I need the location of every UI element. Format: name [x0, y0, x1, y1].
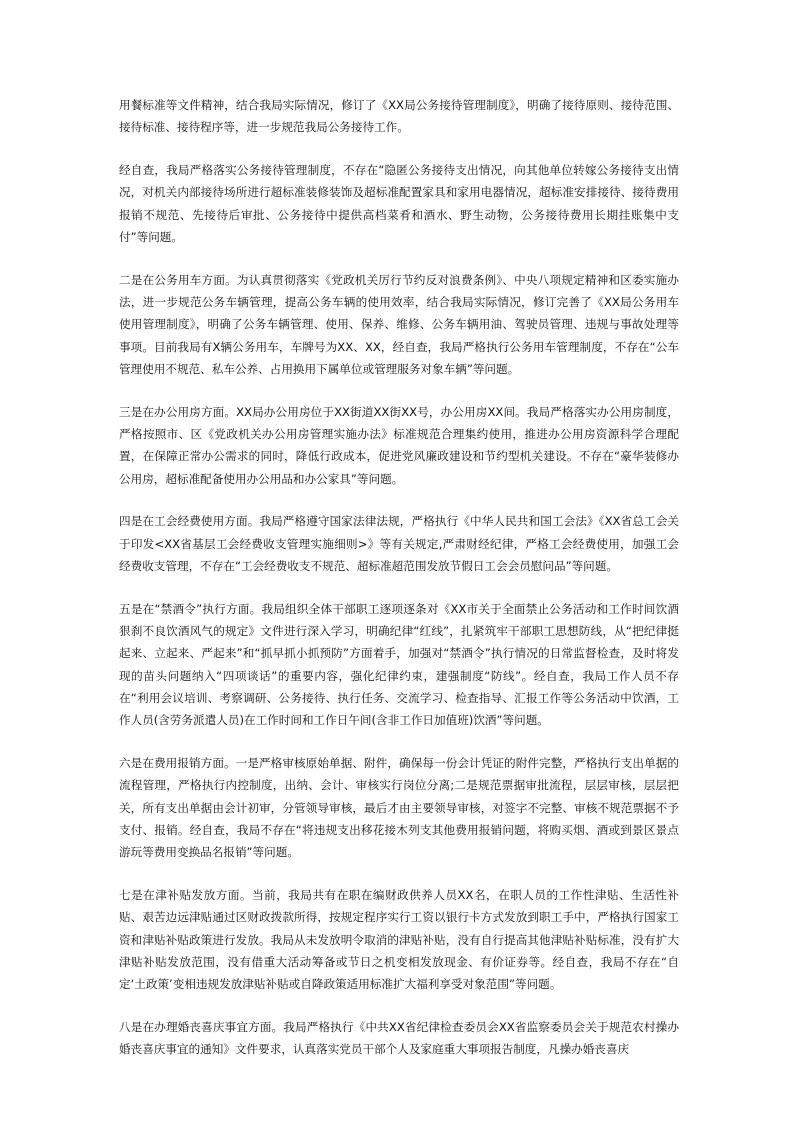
paragraph-allowances: 七是在津补贴发放方面。当前，我局共有在职在编财政供养人员XX名，在职人员的工作性津贴、生活性补贴、艰苦边远津贴通过区财政拨款所得，按规定程序实行工资以银行卡方式发放到职工手中，严格执行国家工资和津贴补贴政策进行发放。我局从未发放明令取消的津贴补贴，没有自行提高其他津贴补贴标准，没有扩大津贴补贴发放范围，没有借重大活动筹备或节日之机变相发放现金、有价证券等。经自查，我局不存在“自定‘土政策’变相违规发放津贴补贴或自降政策适用标准扩大福利享受对象范围”等问题。	[119, 888, 679, 992]
document-body	[119, 94, 679, 1081]
paragraph-weddings-funerals: 八是在办理婚丧喜庆事宜方面。我局严格执行《中共XX省纪律检查委员会XX省监察委员会关于规范农村操办婚丧喜庆事宜的通知》文件要求，认真落实党员干部个人及家庭重大事项报告制度，凡操办婚丧喜庆	[119, 1020, 679, 1057]
paragraph-alcohol-ban: 五是在“禁酒令”执行方面。我局组织全体干部职工逐项逐条对《XX市关于全面禁止公务活动和工作时间饮酒狠刹不良饮酒风气的规定》文件进行深入学习，明确纪律“红线”，扎紧筑牢干部职工思想防线，从“把纪律挺起来、立起来、严起来”和“抓早抓小抓预防”方面着手，加强对“禁酒令”执行情况的日常监督检查，及时将发现的苗头问题纳入“四项谈话”的重要内容，强化纪律约束，建强制度“防线”。经自查，我局工作人员不存在“利用会议培训、考察调研、公务接待、执行任务、交流学习、检查指导、汇报工作等公务活动中饮酒，工作人员(含劳务派遣人员)在工作时间和工作日午间(含非工作日加值班)饮酒”等问题。	[119, 601, 679, 728]
paragraph-union-funds: 四是在工会经费使用方面。我局严格遵守国家法律法规，严格执行《中华人民共和国工会法》《XX省总工会关于印发<XX省基层工会经费收支管理实施细则>》等有关规定,严肃财经纪律，严格工会经费使用，加强工会经费收支管理，不存在“工会经费收支不规范、超标准超范围发放节假日工会会员慰问品”等问题。	[119, 514, 679, 574]
paragraph-reception-self-check: 经自查，我局严格落实公务接待管理制度，不存在“隐匿公务接待支出情况，向其他单位转嫁公务接待支出情况，对机关内部接待场所进行超标准装修装饰及超标准配置家具和家用电器情况，超标准安排接待、接待费用报销不规范、先接待后审批、公务接待中提供高档菜肴和酒水、野生动物，公务接待费用长期挂账集中支付”等问题。	[119, 163, 679, 244]
paragraph-official-vehicles: 二是在公务用车方面。为认真贯彻落实《党政机关厉行节约反对浪费条例》、中央八项规定精神和区委实施办法，进一步规范公务车辆管理，提高公务车辆的使用效率，结合我局实际情况，修订完善了《XX局公务用车使用管理制度》，明确了公务车辆管理、使用、保养、维修、公务车辆用油、驾驶员管理、违规与事故处理等事项。目前我局有X辆公务用车，车牌号为XX、XX，经自查，我局严格执行公务用车管理制度，不存在“公车管理使用不规范、私车公养、占用换用下属单位或管理服务对象车辆”等问题。	[119, 272, 679, 376]
paragraph-expense-reimbursement: 六是在费用报销方面。一是严格审核原始单据、附件，确保每一份会计凭证的附件完整，严格执行支出单据的流程管理，严格执行内控制度，出纳、会计、审核实行岗位分离;二是规范票据审批流程，层层审核，层层把关，所有支出单据由会计初审，分管领导审核，最后才由主要领导审核，对签字不完整、审核不规范票据不予支付、报销。经自查，我局不存在“将违规支出移花接木列支其他费用报销问题，将购买烟、酒或到景区景点游玩等费用变换品名报销”等问题。	[119, 756, 679, 860]
paragraph-reception-standards: 用餐标准等文件精神，结合我局实际情况，修订了《XX局公务接待管理制度》，明确了接待原则、接待范围、接待标准、接待程序等，进一步规范我局公务接待工作。	[119, 98, 679, 135]
paragraph-office-space: 三是在办公用房方面。XX局办公用房位于XX街道XX街XX号，办公用房XX间。我局严格落实办公用房制度，严格按照市、区《党政机关办公用房管理实施办法》标准规范合理集约使用，推进办公用房资源科学合理配置，在保障正常办公需求的同时，降低行政成本，促进党风廉政建设和节约型机关建设。不存在“豪华装修办公用房，超标准配备使用办公用品和办公家具”等问题。	[119, 404, 679, 486]
